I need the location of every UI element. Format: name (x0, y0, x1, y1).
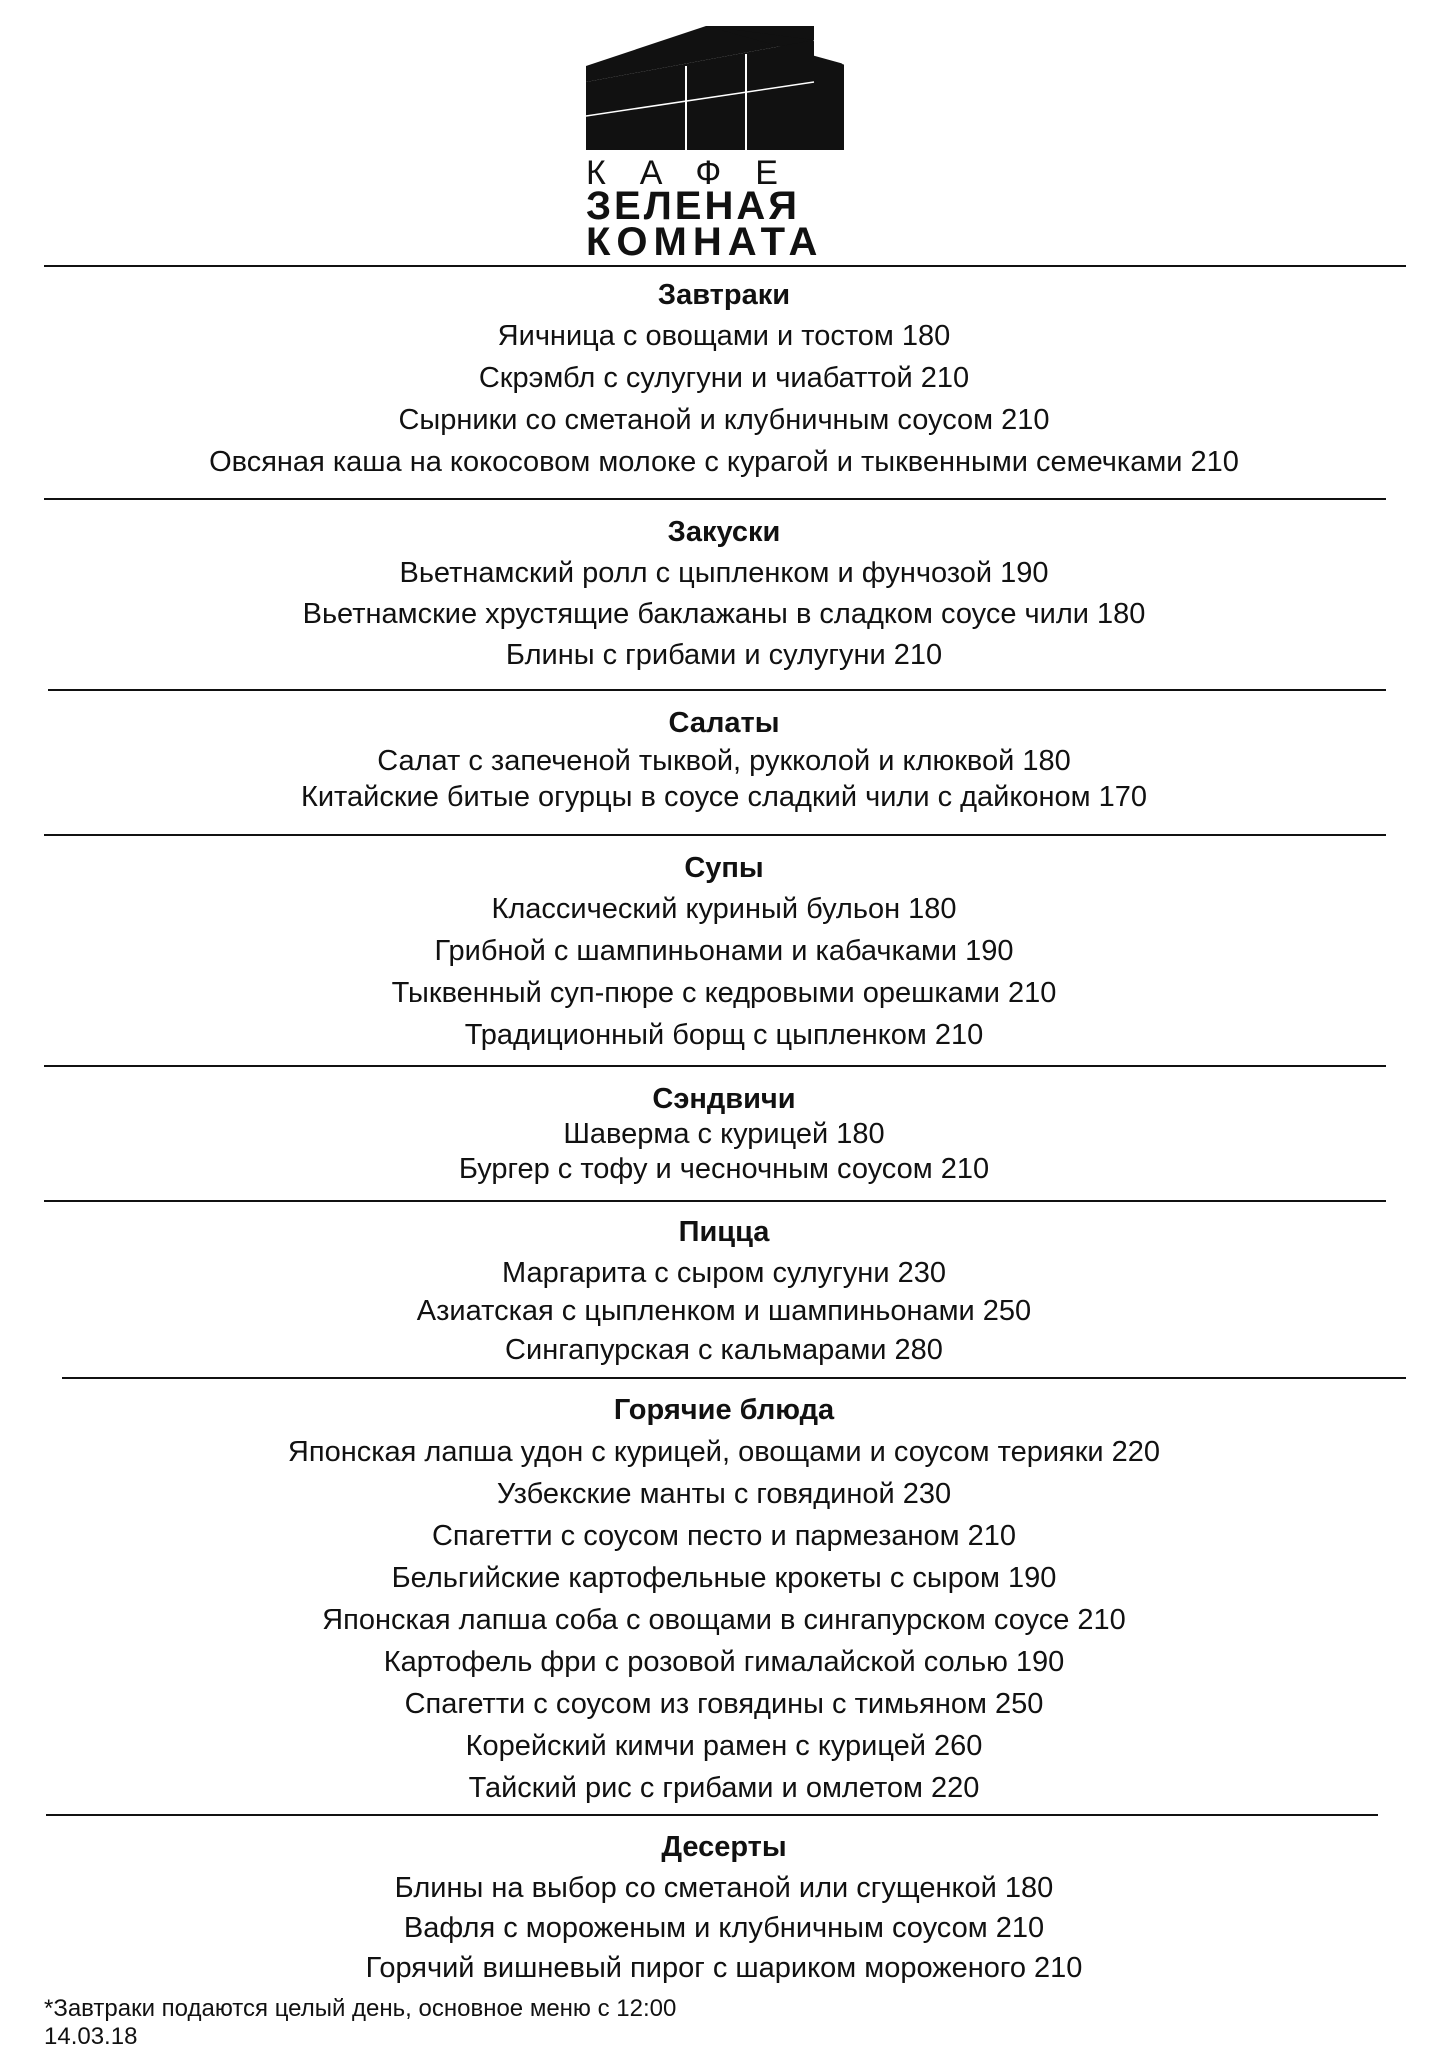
divider (46, 1814, 1378, 1816)
section-heading: Десерты (661, 1831, 787, 1863)
menu-item: Бургер с тофу и чесночным соусом 210 (458, 1153, 990, 1185)
divider (62, 1377, 1406, 1379)
divider (44, 498, 1386, 500)
menu-item: Японская лапша удон с курицей, овощами и соусом терияки 220 (287, 1436, 1161, 1468)
menu-item: Картофель фри с розовой гималайской солью 190 (383, 1646, 1065, 1678)
menu-date: 14.03.18 (44, 2023, 138, 2050)
menu-item: Блины с грибами и сулугуни 210 (505, 639, 943, 671)
section-heading: Сэндвичи (652, 1083, 796, 1115)
cafe-label: КАФЕ (586, 154, 812, 192)
cafe-name-line2: КОМНАТА (586, 220, 824, 264)
menu-item: Тайский рис с грибами и омлетом 220 (468, 1772, 980, 1804)
menu-item: Шаверма с курицей 180 (563, 1118, 885, 1150)
menu-item: Азиатская с цыпленком и шампиньонами 250 (416, 1295, 1032, 1327)
menu-item: Маргарита с сыром сулугуни 230 (502, 1257, 946, 1289)
section-heading: Закуски (667, 516, 781, 548)
menu-item: Традиционный борщ с цыпленком 210 (464, 1019, 984, 1051)
menu-item: Корейский кимчи рамен с курицей 260 (465, 1730, 983, 1762)
menu-item: Китайские битые огурцы в соусе сладкий чили с дайконом 170 (300, 781, 1148, 813)
divider (44, 1065, 1386, 1067)
menu-item: Грибной с шампиньонами и кабачками 190 (434, 935, 1014, 967)
divider (44, 834, 1386, 836)
divider (44, 1200, 1386, 1202)
menu-item: Вьетнамский ролл с цыпленком и фунчозой 190 (399, 557, 1049, 589)
menu-item: Горячий вишневый пирог с шариком мороженого 210 (365, 1952, 1083, 1984)
divider (48, 689, 1386, 691)
menu-item: Японская лапша соба с овощами в сингапурском соусе 210 (322, 1604, 1126, 1636)
menu-item: Салат с запеченой тыквой, рукколой и клюквой 180 (377, 745, 1071, 777)
section-heading: Салаты (668, 707, 780, 739)
menu-item: Бельгийские картофельные крокеты с сыром 190 (391, 1562, 1057, 1594)
section-heading: Пицца (678, 1216, 770, 1248)
menu-item: Сырники со сметаной и клубничным соусом 210 (398, 404, 1050, 436)
menu-item: Овсяная каша на кокосовом молоке с курагой и тыквенными семечками 210 (209, 446, 1239, 478)
divider (44, 265, 1406, 267)
cafe-name-line1: ЗЕЛЕНАЯ (586, 184, 801, 228)
menu-item: Тыквенный суп-пюре с кедровыми орешками 210 (391, 977, 1057, 1009)
menu-item: Спагетти с соусом песто и пармезаном 210 (431, 1520, 1017, 1552)
cafe-logo (586, 26, 844, 150)
menu-item: Скрэмбл с сулугуни и чиабаттой 210 (478, 362, 970, 394)
menu-item: Блины на выбор со сметаной или сгущенкой 180 (394, 1872, 1054, 1904)
section-heading: Завтраки (657, 279, 791, 311)
section-heading: Супы (684, 852, 764, 884)
menu-item: Яичница с овощами и тостом 180 (497, 320, 951, 352)
menu-item: Вафля с мороженым и клубничным соусом 210 (403, 1912, 1045, 1944)
menu-item: Спагетти с соусом из говядины с тимьяном 250 (404, 1688, 1044, 1720)
section-heading: Горячие блюда (613, 1394, 835, 1426)
footnote: *Завтраки подаются целый день, основное меню с 12:00 (44, 1995, 677, 2022)
menu-item: Сингапурская с кальмарами 280 (505, 1334, 943, 1366)
menu-item: Узбекские манты с говядиной 230 (496, 1478, 952, 1510)
menu-item: Классический куриный бульон 180 (491, 893, 957, 925)
menu-item: Вьетнамские хрустящие баклажаны в сладком соусе чили 180 (302, 598, 1146, 630)
